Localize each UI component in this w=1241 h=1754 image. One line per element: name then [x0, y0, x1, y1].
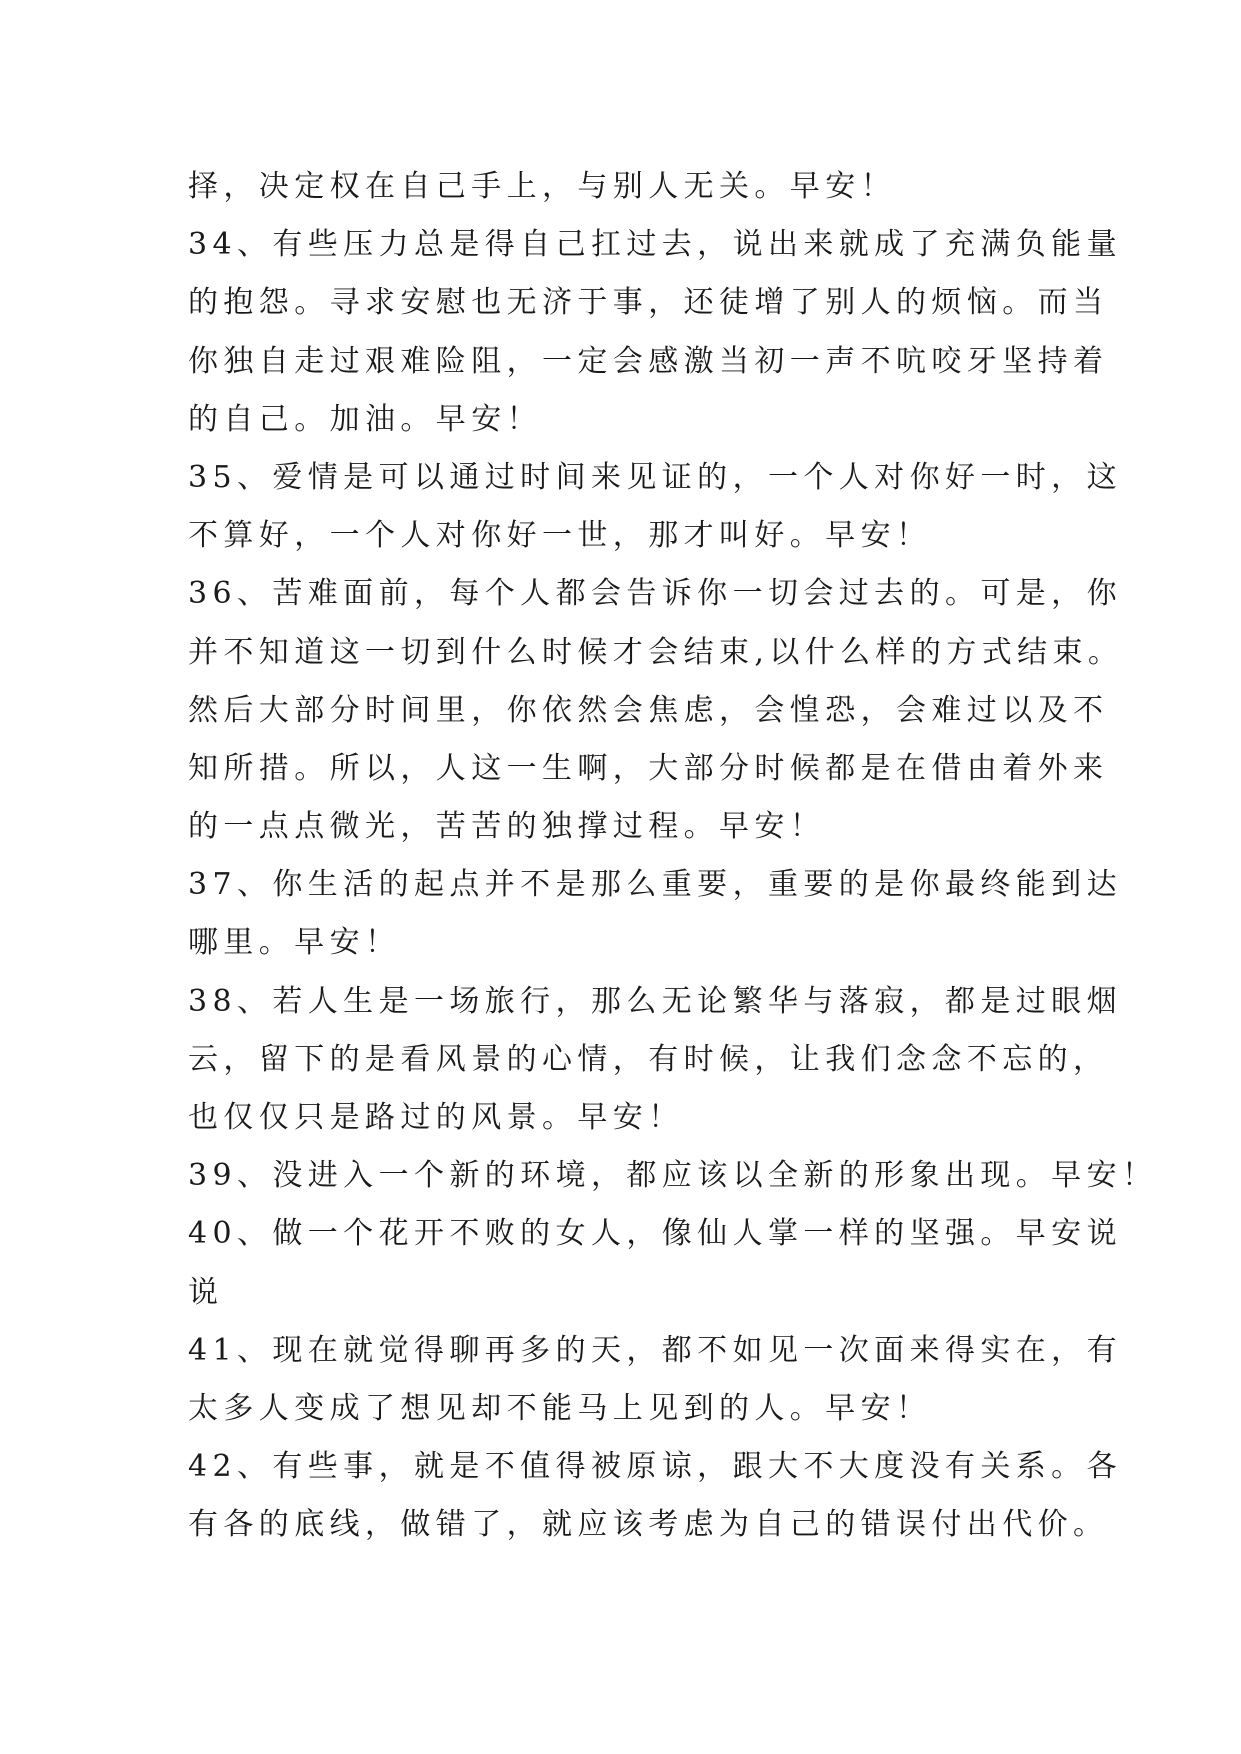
text-line: 择，决定权在自己手上，与别人无关。早安！ [188, 169, 896, 204]
text-line: 的抱怨。寻求安慰也无济于事，还徒增了别人的烦恼。而当 [188, 285, 1109, 321]
text-line: 不算好，一个人对你好一世，那才叫好。早安！ [188, 518, 932, 554]
text-line: 云，留下的是看风景的心情，有时候，让我们念念不忘的， [188, 1041, 1109, 1077]
text-line: 你独自走过艰难险阻，一定会感激当初一声不吭咬牙坚持着 [188, 343, 1109, 379]
text-line: 也仅仅只是路过的风景。早安！ [188, 1100, 684, 1135]
body-text [188, 158, 1158, 1555]
text-line: 35、爱情是可以通过时间来见证的，一个人对你好一时，这 [188, 459, 1122, 495]
text-line: 41、现在就觉得聊再多的天，都不如见一次面来得实在，有 [188, 1332, 1122, 1368]
text-line: 有各的底线，做错了，就应该考虑为自己的错误付出代价。 [188, 1507, 1109, 1543]
text-line: 40、做一个花开不败的女人，像仙人掌一样的坚强。早安说 [188, 1216, 1122, 1252]
text-line: 然后大部分时间里，你依然会焦虑，会惶恐，会难过以及不 [188, 692, 1109, 728]
text-line: 34、有些压力总是得自己扛过去，说出来就成了充满负能量 [188, 227, 1122, 263]
text-line: 的一点点微光，苦苦的独撑过程。早安！ [188, 809, 826, 845]
text-line: 36、苦难面前，每个人都会告诉你一切会过去的。可是，你 [188, 576, 1122, 612]
text-line: 说 [188, 1274, 224, 1310]
text-line: 37、你生活的起点并不是那么重要，重要的是你最终能到达 [188, 867, 1122, 903]
text-line: 38、若人生是一场旅行，那么无论繁华与落寂，都是过眼烟 [188, 983, 1122, 1019]
text-line: 并不知道这一切到什么时候才会结束,以什么样的方式结束。 [188, 634, 1124, 670]
text-line: 39、没进入一个新的环境，都应该以全新的形象出现。早安！ [188, 1158, 1158, 1194]
text-line: 知所措。所以，人这一生啊，大部分时候都是在借由着外来 [188, 750, 1109, 786]
text-line: 哪里。早安！ [188, 925, 401, 961]
text-line: 42、有些事，就是不值得被原谅，跟大不大度没有关系。各 [188, 1449, 1122, 1485]
text-line: 太多人变成了想见却不能马上见到的人。早安！ [188, 1390, 932, 1426]
text-line: 的自己。加油。早安！ [188, 401, 542, 437]
